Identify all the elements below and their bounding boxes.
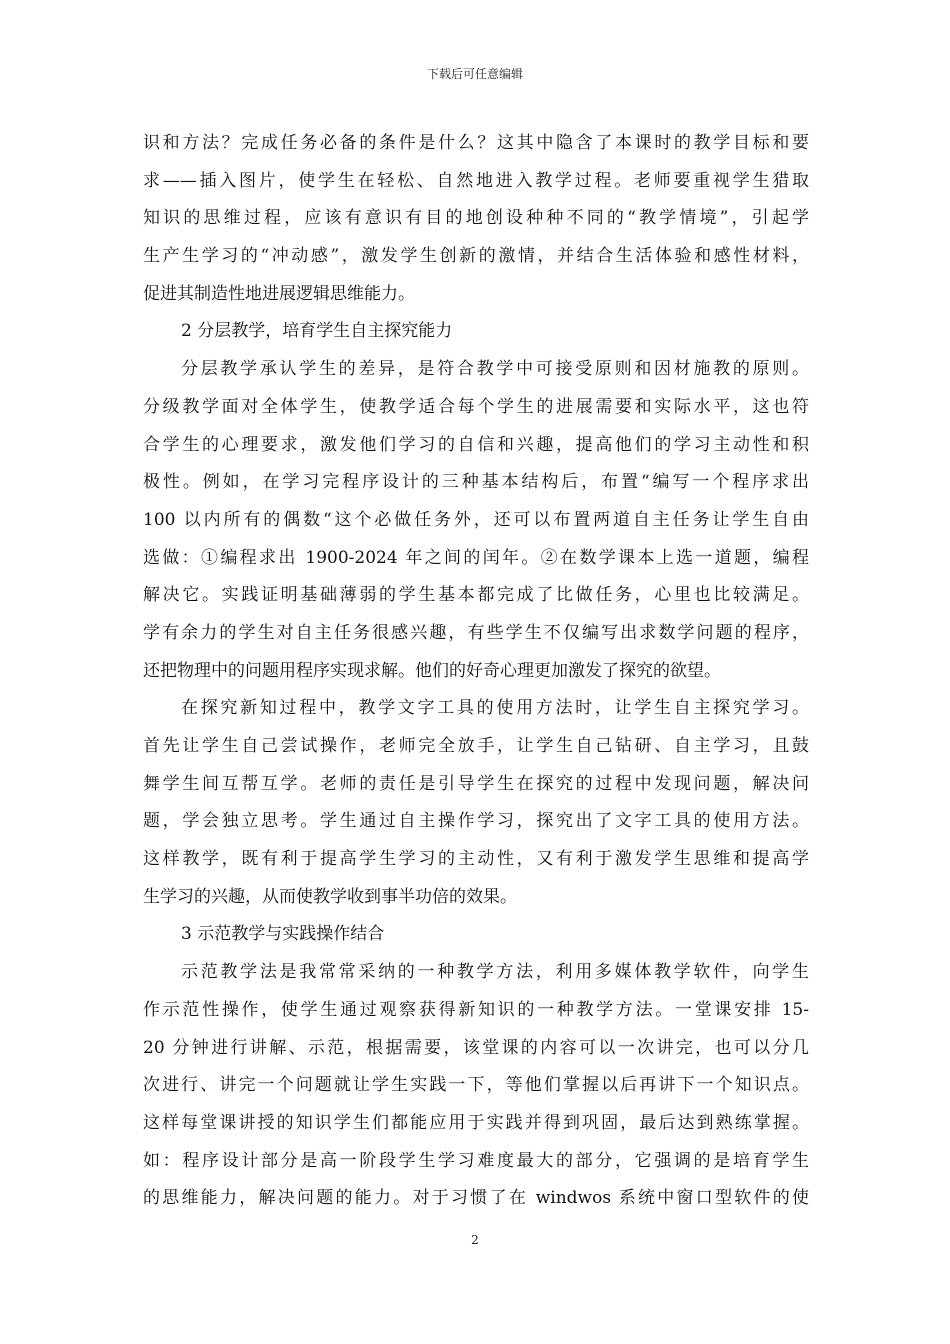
- text-line: 舞学生间互帮互学。老师的责任是引导学生在探究的过程中发现问题，解决问: [143, 773, 809, 794]
- text-line: 解决它。实践证明基础薄弱的学生基本都完成了比做任务，心里也比较满足。: [143, 585, 809, 606]
- text-line: 识和方法？完成任务必备的条件是什么？这其中隐含了本课时的教学目标和要: [143, 133, 809, 153]
- section-heading: 3 示范教学与实践操作结合: [181, 924, 385, 945]
- text-line: 20 分钟进行讲解、示范，根据需要，该堂课的内容可以一次讲完，也可以分几: [143, 1037, 809, 1058]
- text-line: 选做：①编程求出 1900-2024 年之间的闰年。②在数学课本上选一道题，编程: [143, 547, 809, 568]
- text-line: 知识的思维过程，应该有意识有目的地创设种种不同的“教学情境”，引起学: [143, 208, 809, 229]
- section-heading: 2 分层教学，培育学生自主探究能力: [181, 321, 453, 342]
- text-line: 这样每堂课讲授的知识学生们都能应用于实践并得到巩固，最后达到熟练掌握。: [143, 1112, 809, 1133]
- text-line: 分级教学面对全体学生，使教学适合每个学生的进展需要和实际水平，这也符: [143, 396, 809, 417]
- text-line: 在探究新知过程中，教学文字工具的使用方法时，让学生自主探究学习。: [181, 698, 809, 719]
- text-line: 学有余力的学生对自主任务很感兴趣，有些学生不仅编写出求数学问题的程序，: [143, 622, 809, 643]
- text-line: 生产生学习的“冲动感”，激发学生创新的激情，并结合生活体验和感性材料，: [143, 246, 809, 267]
- document-body: [143, 125, 809, 1218]
- text-line: 示范教学法是我常常采纳的一种教学方法，利用多媒体教学软件，向学生: [181, 962, 809, 983]
- text-line: 首先让学生自己尝试操作，老师完全放手，让学生自己钻研、自主学习，且鼓: [143, 736, 809, 756]
- text-line: 如：程序设计部分是高一阶段学生学习难度最大的部分，它强调的是培育学生: [143, 1150, 809, 1171]
- page-number: 2: [471, 1233, 479, 1247]
- text-line: 促进其制造性地进展逻辑思维能力。: [143, 283, 415, 304]
- text-line: 作示范性操作，使学生通过观察获得新知识的一种教学方法。一堂课安排 15-: [143, 999, 809, 1020]
- page-header: 下载后可任意编辑: [426, 67, 523, 81]
- text-line: 分层教学承认学生的差异，是符合教学中可接受原则和因材施教的原则。: [181, 359, 809, 380]
- text-line: 题，学会独立思考。学生通过自主操作学习，探究出了文字工具的使用方法。: [143, 811, 809, 832]
- text-line: 合学生的心理要求，激发他们学习的自信和兴趣，提高他们的学习主动性和积: [143, 434, 809, 455]
- text-line: 生学习的兴趣，从而使教学收到事半功倍的效果。: [143, 886, 517, 907]
- text-line: 还把物理中的问题用程序实现求解。他们的好奇心理更加激发了探究的欲望。: [143, 660, 721, 681]
- text-line: 次进行、讲完一个问题就让学生实践一下，等他们掌握以后再讲下一个知识点。: [143, 1075, 809, 1096]
- text-line: 求——插入图片，使学生在轻松、自然地进入教学过程。老师要重视学生猎取: [143, 170, 809, 191]
- text-line: 这样教学，既有利于提高学生学习的主动性，又有利于激发学生思维和提高学: [143, 849, 809, 870]
- text-line: 100 以内所有的偶数“这个必做任务外，还可以布置两道自主任务让学生自由: [143, 509, 809, 530]
- text-line: 极性。例如，在学习完程序设计的三种基本结构后，布置“编写一个程序求出: [143, 472, 809, 493]
- text-line: 的思维能力，解决问题的能力。对于习惯了在 windwos 系统中窗口型软件的使: [143, 1188, 809, 1209]
